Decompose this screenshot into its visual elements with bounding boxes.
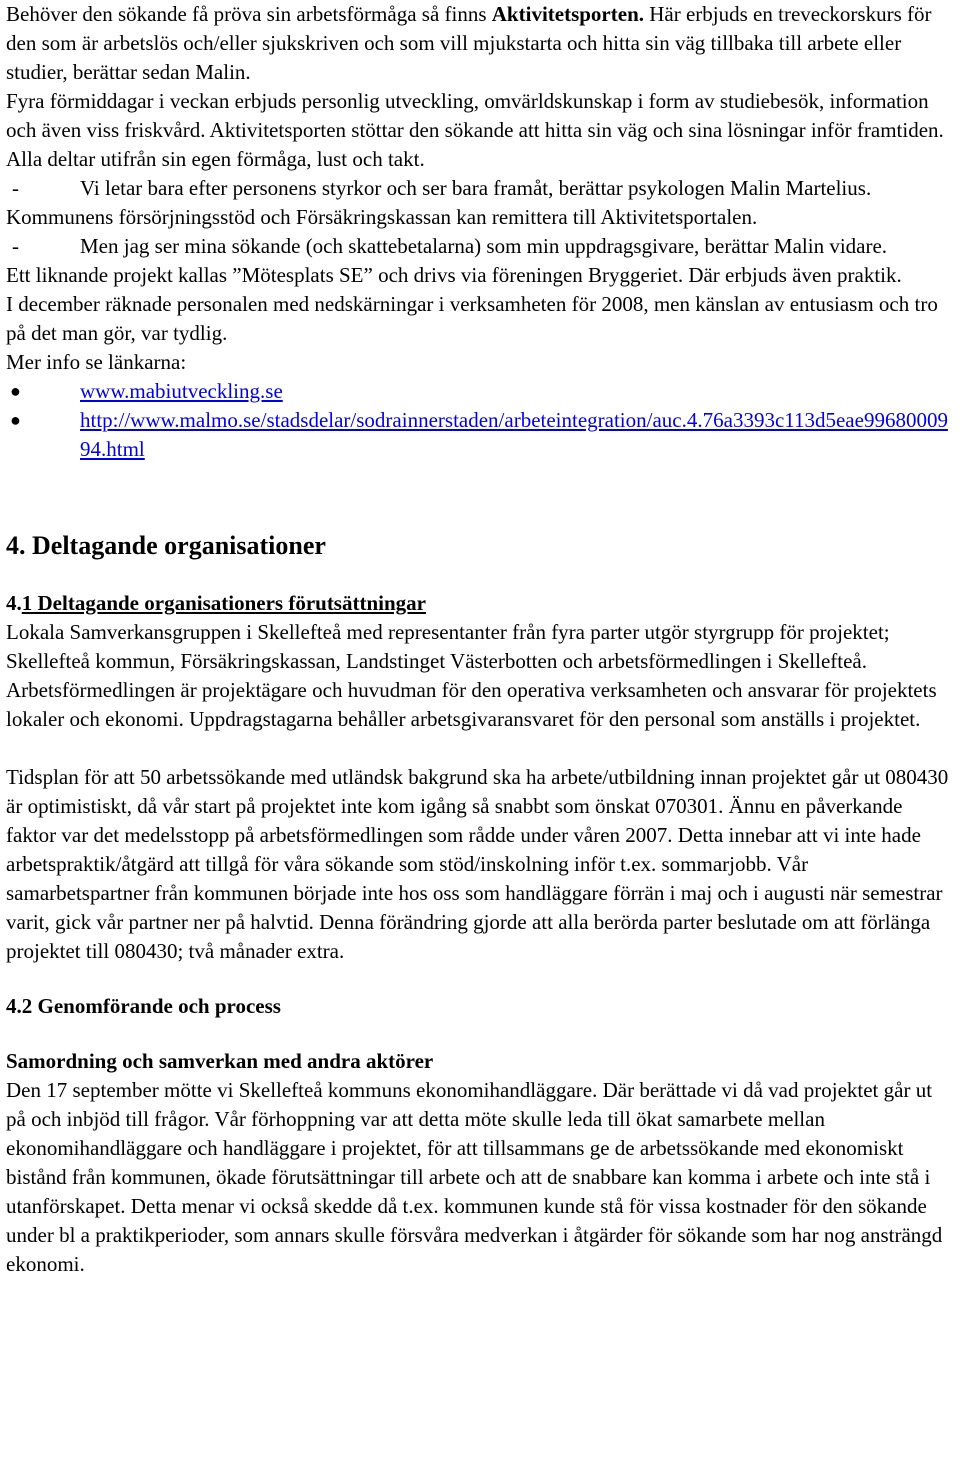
intro-paragraph-2: Fyra förmiddagar i veckan erbjuds personlig utveckling, omvärldskunskap i form av studiebesök, information och även viss friskvård. Aktivitetsporten stöttar den sökande att hitta sin väg och sina lösningar inför framtiden. Alla deltar utifrån sin egen förmåga, lust och takt.: [6, 89, 944, 171]
paragraph-4-1-a: Lokala Samverkansgruppen i Skellefteå med representanter från fyra parter utgör styrgrupp för projektet; Skellefteå kommun, Försäkringskassan, Landstinget Västerbotten och arbetsförmedlingen i Skellefteå. Arbetsförmedlingen är projektägare och huvudman för den operativa verksamheten och ansvarar för projektets lokaler och ekonomi. Uppdragstagarna behåller arbetsgivaransvaret för den personal som anställs i projektet.: [6, 620, 937, 731]
list-item: [6, 406, 954, 464]
quote-1-text: Vi letar bara efter personens styrkor och ser bara framåt, berättar psykologen Malin Martelius.: [80, 176, 872, 200]
links-intro: Mer info se länkarna:: [6, 350, 187, 374]
bullet-icon: ●: [10, 410, 21, 430]
subsection-heading-4-1: 4.1 Deltagande organisationers förutsättningar: [6, 591, 426, 615]
intro-paragraph-5: I december räknade personalen med nedskärningar i verksamheten för 2008, men känslan av entusiasm och tro på det man gör, var tydlig.: [6, 292, 938, 345]
quote-1: [6, 174, 954, 203]
paragraph-samordning: Den 17 september mötte vi Skellefteå kommuns ekonomihandläggare. Där berättade vi då vad projektet går ut på och inbjöd till frågor. Vår förhoppning var att detta möte skulle leda till ökat samarbete mellan ekonomihandläggare och handläggare i projektet, för att tillsammans ge de arbetssökande med ekonomiskt bistånd från kommunen, ökade förutsättningar till arbete och att de snabbare kan komma i arbete och inte stå i utanförskapet. Detta menar vi också skedde då t.ex. kommunen kunde stå för vissa kostnader för den sökande under bl a praktikperioder, som annars skulle försvåra medverkan i åtgärder för sökande som har nog ansträngd ekonomi.: [6, 1078, 943, 1276]
dash-marker: -: [12, 234, 19, 258]
intro-paragraph-1: Behöver den sökande få pröva sin arbetsförmåga så finns Aktivitetsporten. Här erbjuds en treveckorskurs för den som är arbetslös och/eller sjukskriven och som vill mjukstarta och hitta sin väg tillbaka till arbete eller studier, berättar sedan Malin.: [6, 2, 932, 84]
aktivitetsporten-name: Aktivitetsporten.: [491, 2, 644, 26]
link-malmo[interactable]: http://www.malmo.se/stadsdelar/sodrainnerstaden/arbeteintegration/auc.4.76a3393c113d5eae9968000994.html: [80, 408, 948, 461]
section-heading: 4. Deltagande organisationer: [6, 531, 326, 560]
subsection-heading-samordning: Samordning och samverkan med andra aktörer: [6, 1049, 434, 1073]
bullet-icon: ●: [10, 381, 21, 401]
dash-marker: -: [12, 176, 19, 200]
subsection-heading-4-2: 4.2 Genomförande och process: [6, 994, 281, 1018]
link-list: [6, 377, 954, 464]
quote-2-text: Men jag ser mina sökande (och skattebetalarna) som min uppdragsgivare, berättar Malin vidare.: [80, 234, 888, 258]
intro-paragraph-3: Kommunens försörjningsstöd och Försäkringskassan kan remittera till Aktivitetsportalen.: [6, 205, 758, 229]
link-mabiutveckling[interactable]: www.mabiutveckling.se: [80, 379, 283, 403]
quote-2: [6, 232, 954, 261]
paragraph-4-1-b: Tidsplan för att 50 arbetssökande med utländsk bakgrund ska ha arbete/utbildning innan projektet går ut 080430 är optimistiskt, då vår start på projektet inte kom igång så snabbt som önskat 070301. Ännu en påverkande faktor var det medelsstopp på arbetsförmedlingen som rådde under våren 2007. Detta innebar att vi inte hade arbetspraktik/åtgärd att tillgå för våra sökande som stöd/inskolning inför t.ex. sommarjobb. Vår samarbetspartner från kommunen började inte hos oss som handläggare förrän i maj och i augusti när semestrar varit, gick vår partner ner på halvtid. Denna förändring gjorde att alla berörda parter beslutade om att förlänga projektet till 080430; två månader extra.: [6, 765, 949, 963]
intro-paragraph-4: Ett liknande projekt kallas ”Mötesplats SE” och drivs via föreningen Bryggeriet. Där erbjuds även praktik.: [6, 263, 902, 287]
list-item: [6, 377, 954, 406]
